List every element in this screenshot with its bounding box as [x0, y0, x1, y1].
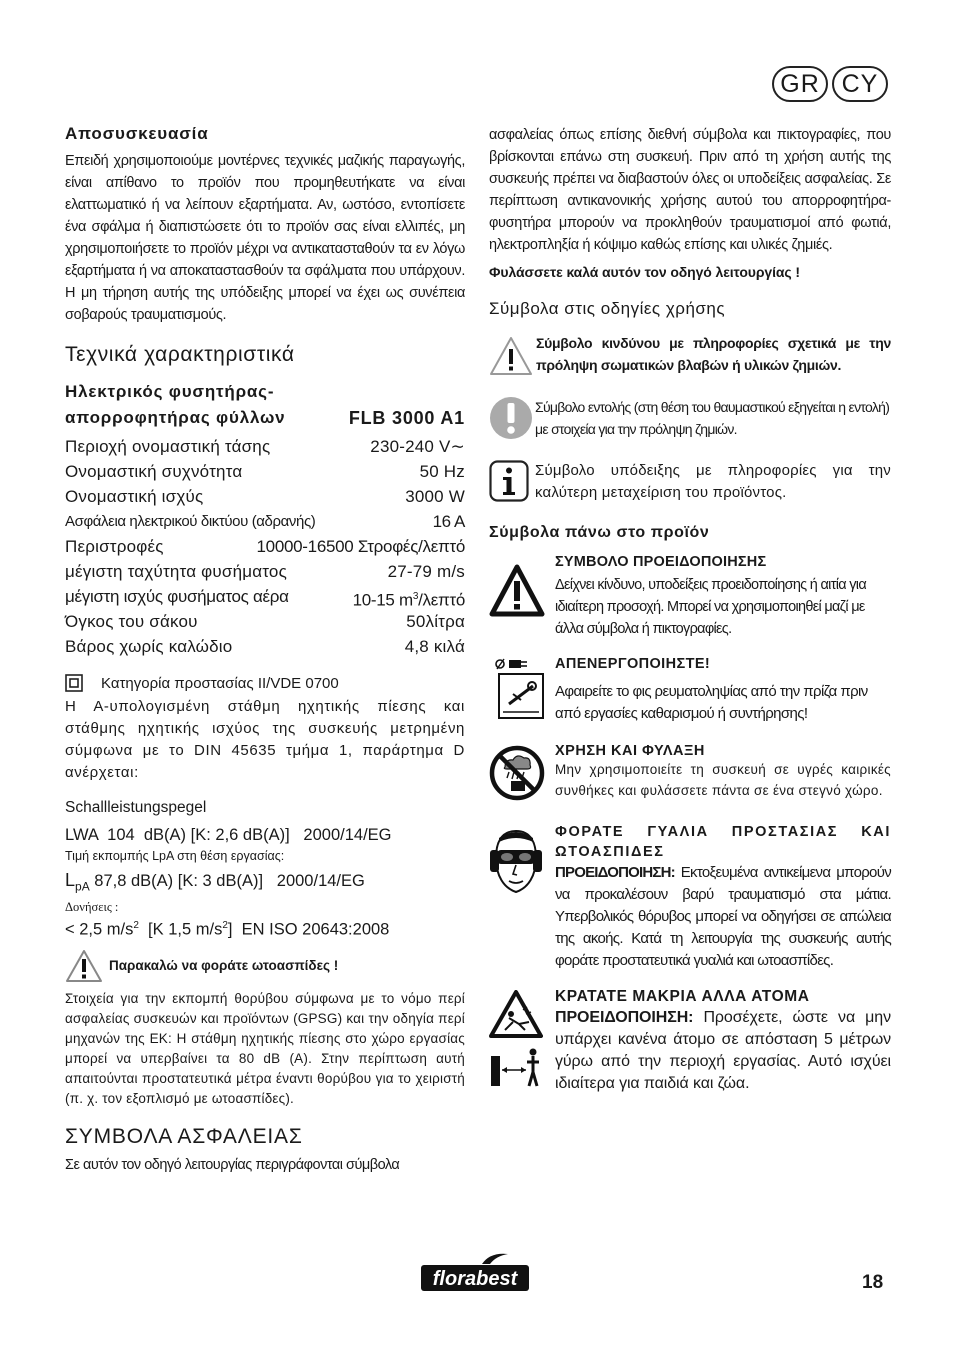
goggles-title: ΦΟΡΑΤΕ ΓΥΑΛΙΑ ΠΡΟΣΤΑΣΙΑΣ ΚΑΙ ΩΤΟΑΣΠΙΔΕΣ — [555, 824, 891, 860]
product-name-row — [65, 405, 465, 431]
info-icon — [489, 460, 529, 502]
noise-intro: Η Α-υπολογισμένη στάθμη ηχητικής πίεσης και στάθμης ηχητικής ισχύος της συσκευής μετρημένη σύμφωνα με το DIN 45635 τμήμα 1, παράρτημα D ανέρχεται: — [65, 698, 465, 781]
spec-label: Ονομαστική συχνότητα — [65, 462, 243, 481]
spec-row — [65, 584, 465, 609]
spec-value: 4,8 κιλά — [404, 637, 465, 656]
spec-row — [65, 434, 465, 459]
ear-protection-warning — [65, 949, 465, 983]
spec-label: μέγιστη ταχύτητα φυσήματος — [65, 562, 287, 581]
spec-table — [65, 434, 465, 659]
spec-value: 16 A — [432, 512, 465, 531]
distance-title: ΚΡΑΤΑΤΕ ΜΑΚΡΙΑ ΑΛΛΑ ΑΤΟΜΑ — [555, 988, 810, 1005]
goggles-text: ΠΡΟΕΙΔΟΠΟΙΗΣΗ: Εκτοξευμένα αντικείμενα μπορούν να προκαλέσουν βαρύ τραυματισμό στα μάτια. Υπερβολικός θόρυβος μπορεί να οδηγήσει σε απώλεια της ακοής. Κατά τη λειτουργία της συσκευής αυτής φοράτε προστατευτικά γυαλιά και ωτοασπίδες. — [555, 864, 891, 969]
danger-symbol-text: Σύμβολο κινδύνου με πληροφορίες σχετικά με την πρόληψη σωματικών βλαβών ή υλικών ζημιών. — [536, 335, 891, 373]
product-name-line1: Ηλεκτρικός φυσητήρας- — [65, 382, 275, 401]
ear-protection-text: Παρακαλώ να φοράτε ωτοασπίδες ! — [109, 958, 339, 974]
spec-label: Περιοχή ονομαστική τάσης — [65, 437, 271, 456]
unpack-text: Επειδή χρησιμοποιούμε μοντέρνες τεχνικές μαζικής παραγωγής, είναι απίθανο το προϊόν που προμηθευτήκατε να είναι ελαττωματικό ή να λείπουν εξαρτήματα. Αν, ωστόσο, εντοπίσετε ένα σφάλμα ή διαπιστώσετε ότι το προϊόν σας είναι ελλιπές, μη χρησιμοποιήσετε το προϊόν μέχρι να αντικατασταθούν τα εν λόγω εξαρτήματα ή να αποκαταστασθούν τα σφάλματα που υπάρχουν. Η μη τήρηση αυτής της υπόδειξης μπορεί να έχει ως συνέπεια σοβαρούς τραυματισμούς. — [65, 153, 465, 323]
language-badges — [772, 66, 888, 102]
spec-value: 3000 W — [405, 487, 465, 506]
florabest-logo — [418, 1252, 532, 1294]
distance-lead: ΠΡΟΕΙΔΟΠΟΙΗΣΗ: — [555, 1009, 694, 1026]
rain-text: Μην χρησιμοποιείτε τη συσκευή σε υγρές καιρικές συνθήκες και φυλάσσετε πάντα σε ένα στεγνό χώρο. — [555, 762, 891, 798]
no-rain-icon — [489, 745, 545, 801]
left-column — [65, 124, 465, 1173]
spec-row — [65, 459, 465, 484]
safety-continued-text: ασφαλείας όπως επίσης διεθνή σύμβολα και πικτογραφίες, που βρίσκονται επάνω στη συσκευή. Πριν από τη χρήση αυτής της συσκευής πρέπει να διαβαστούν όλες οι υποδείξεις ασφαλείας. Σε περίπτωση αντικανονικής χρήσης αυτού του απορροφητήρα-φυσητήρα μπορούν να προκληθούν τραυματισμοί από φωτιά, ηλεκτροπληξία ή κόψιμο καθώς επίσης και υλικές ζημιές. — [489, 127, 891, 253]
goggles-symbol-row — [489, 822, 891, 972]
safety-intro: Σε αυτόν τον οδηγό λειτουργίας περιγράφονται σύμβολα — [65, 1156, 400, 1173]
goggles-ear-protection-icon — [489, 828, 543, 898]
safety-symbols-heading: ΣΥΜΒΟΛΑ ΑΣΦΑΛΕΙΑΣ — [65, 1124, 303, 1148]
vibration-line: < 2,5 $m/s^2$ [K 1,5 $m/s^2$] EN ISO 20643:2008 — [65, 920, 390, 939]
product-symbols-heading: Σύμβολα πάνω στο προϊόν — [489, 524, 710, 541]
unplug-symbol-row — [489, 656, 891, 725]
danger-symbol-row — [489, 332, 891, 376]
spec-row — [65, 484, 465, 509]
spec-label: μέγιστη ισχύς φυσήματος αέρα — [65, 587, 289, 606]
product-warning-title: ΣΥΜΒΟΛΟ ΠΡΟΕΙΔΟΠΟΙΗΣΗΣ — [555, 554, 767, 570]
goggles-content — [555, 822, 891, 972]
spec-value: 230-240 V∼ — [370, 437, 465, 456]
spec-label: Όγκος του σάκου — [65, 612, 198, 631]
spec-label: Ασφάλεια ηλεκτρικού δικτύου (αδρανής) — [65, 513, 316, 530]
tech-heading: Τεχνικά χαρακτηριστικά — [65, 343, 295, 366]
rain-content — [555, 743, 891, 801]
spec-row — [65, 634, 465, 659]
warning-triangle-icon — [489, 564, 545, 618]
spec-value: 10000-16500 Στροφές/λεπτό — [256, 537, 465, 556]
unplug-content — [555, 656, 891, 725]
page-number: 18 — [862, 1272, 884, 1293]
logo-text: florabest — [432, 1268, 518, 1290]
spec-value: 27-79 m/s — [387, 562, 465, 581]
distance-symbol-row — [489, 988, 891, 1095]
spec-value: 10-15 $m^3$/λεπτό — [352, 590, 465, 610]
right-column — [489, 124, 891, 1095]
model-number: FLB 3000 A1 — [348, 408, 465, 428]
protection-class-text: Κατηγορία προστασίας II/VDE 0700 — [101, 674, 339, 692]
vibration-label: Δονήσεις : — [65, 900, 119, 915]
spec-value: 50 Hz — [419, 462, 465, 481]
keep-distance-icon — [489, 990, 543, 1090]
spec-row — [65, 509, 465, 534]
unplug-title: ΑΠΕΝΕΡΓΟΠΟΙΗΣΤΕ! — [555, 656, 711, 672]
unplug-text: Αφαιρείτε το φις ρευματοληψίας από την πρίζα πριν από εργασίες καθαρισμού ή συντήρησης! — [555, 683, 868, 722]
noise-note: Στοιχεία για την εκπομπή θορύβου σύμφωνα με το νόμο περί ασφαλείας συσκευών και προϊόντων (GPSG) και την οδηγία περί μηχανών της ΕΚ: Η στάθμη ηχητικής πίεσης στο χώρο εργασίας μπορεί να υπερβαίνει τα 80 dB (A). Στην περίπτωση αυτή απαιτούνται προστατευτικά μέτρα έναντι θορύβου για το χειριστή (π. χ. τον εξοπλισμό με ωτοασπίδες). — [65, 990, 465, 1106]
command-exclamation-icon — [489, 396, 533, 440]
rain-title: ΧΡΗΣΗ ΚΑΙ ΦΥΛΑΞΗ — [555, 743, 705, 759]
lang-badge-gr: GR — [772, 66, 828, 102]
spec-row — [65, 609, 465, 634]
double-insulation-icon — [65, 674, 83, 692]
product-name-line2: απορροφητήρας φύλλων — [65, 408, 286, 427]
warning-triangle-icon — [489, 336, 533, 376]
lpa-line: $L_{pA}$ 87,8 dB(A) [K: 3 dB(A)] 2000/14/EG — [65, 870, 365, 894]
spec-label: Ονομαστική ισχύς — [65, 487, 204, 506]
spec-row — [65, 534, 465, 559]
manual-symbols-heading: Σύμβολα στις οδηγίες χρήσης — [489, 299, 726, 318]
lpa-label: Τιμή εκπομπής LpA στη θέση εργασίας: — [65, 849, 285, 863]
info-symbol-text: Σύμβολο υπόδειξης με πληροφορίες για την καλύτερη μεταχείριση του προϊόντος. — [535, 462, 891, 501]
lang-badge-cy: CY — [832, 66, 888, 102]
spec-label: Περιστροφές — [65, 537, 164, 556]
info-symbol-row — [489, 460, 891, 504]
schall-label: Schallleistungspegel — [65, 799, 207, 816]
product-warning-symbol-row — [489, 554, 891, 640]
product-warning-text: Δείχνει κίνδυνο, υποδείξεις προειδοποίησης ή αιτία για ιδιαίτερη προσοχή. Μπορεί να χρησιμοποιηθεί μαζί με άλλα σύμβολα ή πικτογραφίες. — [555, 577, 867, 637]
spec-label: Βάρος χωρίς καλώδιο — [65, 637, 233, 656]
spec-row — [65, 559, 465, 584]
goggles-lead: ΠΡΟΕΙΔΟΠΟΙΗΣΗ: — [555, 864, 675, 881]
rain-symbol-row — [489, 743, 891, 801]
spec-value: 50λίτρα — [406, 612, 465, 631]
unplug-maintenance-icon — [489, 656, 551, 722]
unpack-heading: Αποσυσκευασία — [65, 124, 209, 143]
distance-text: ΠΡΟΕΙΔΟΠΟΙΗΣΗ: Προσέχετε, ώστε να μην υπάρχει κανένα άτομο σε απόσταση 5 μέτρων γύρω από την περιοχή εργασίας. Αυτό ισχύει ιδιαίτερα για παιδιά και ζώα. — [555, 1009, 891, 1092]
product-warning-content — [555, 554, 891, 640]
keep-manual-note: Φυλάσσετε καλά αυτόν τον οδηγό λειτουργίας ! — [489, 264, 800, 280]
lwa-line: LWA 104 dB(A) [K: 2,6 dB(A)] 2000/14/EG — [65, 826, 392, 844]
protection-class-row — [65, 674, 465, 692]
distance-content — [555, 988, 891, 1095]
warning-triangle-icon — [65, 949, 103, 983]
command-symbol-row — [489, 396, 891, 440]
command-symbol-text: Σύμβολο εντολής (στη θέση του θαυμαστικού εξηγείται η εντολή) με στοιχεία για την πρόληψη ζημιών. — [535, 399, 890, 437]
